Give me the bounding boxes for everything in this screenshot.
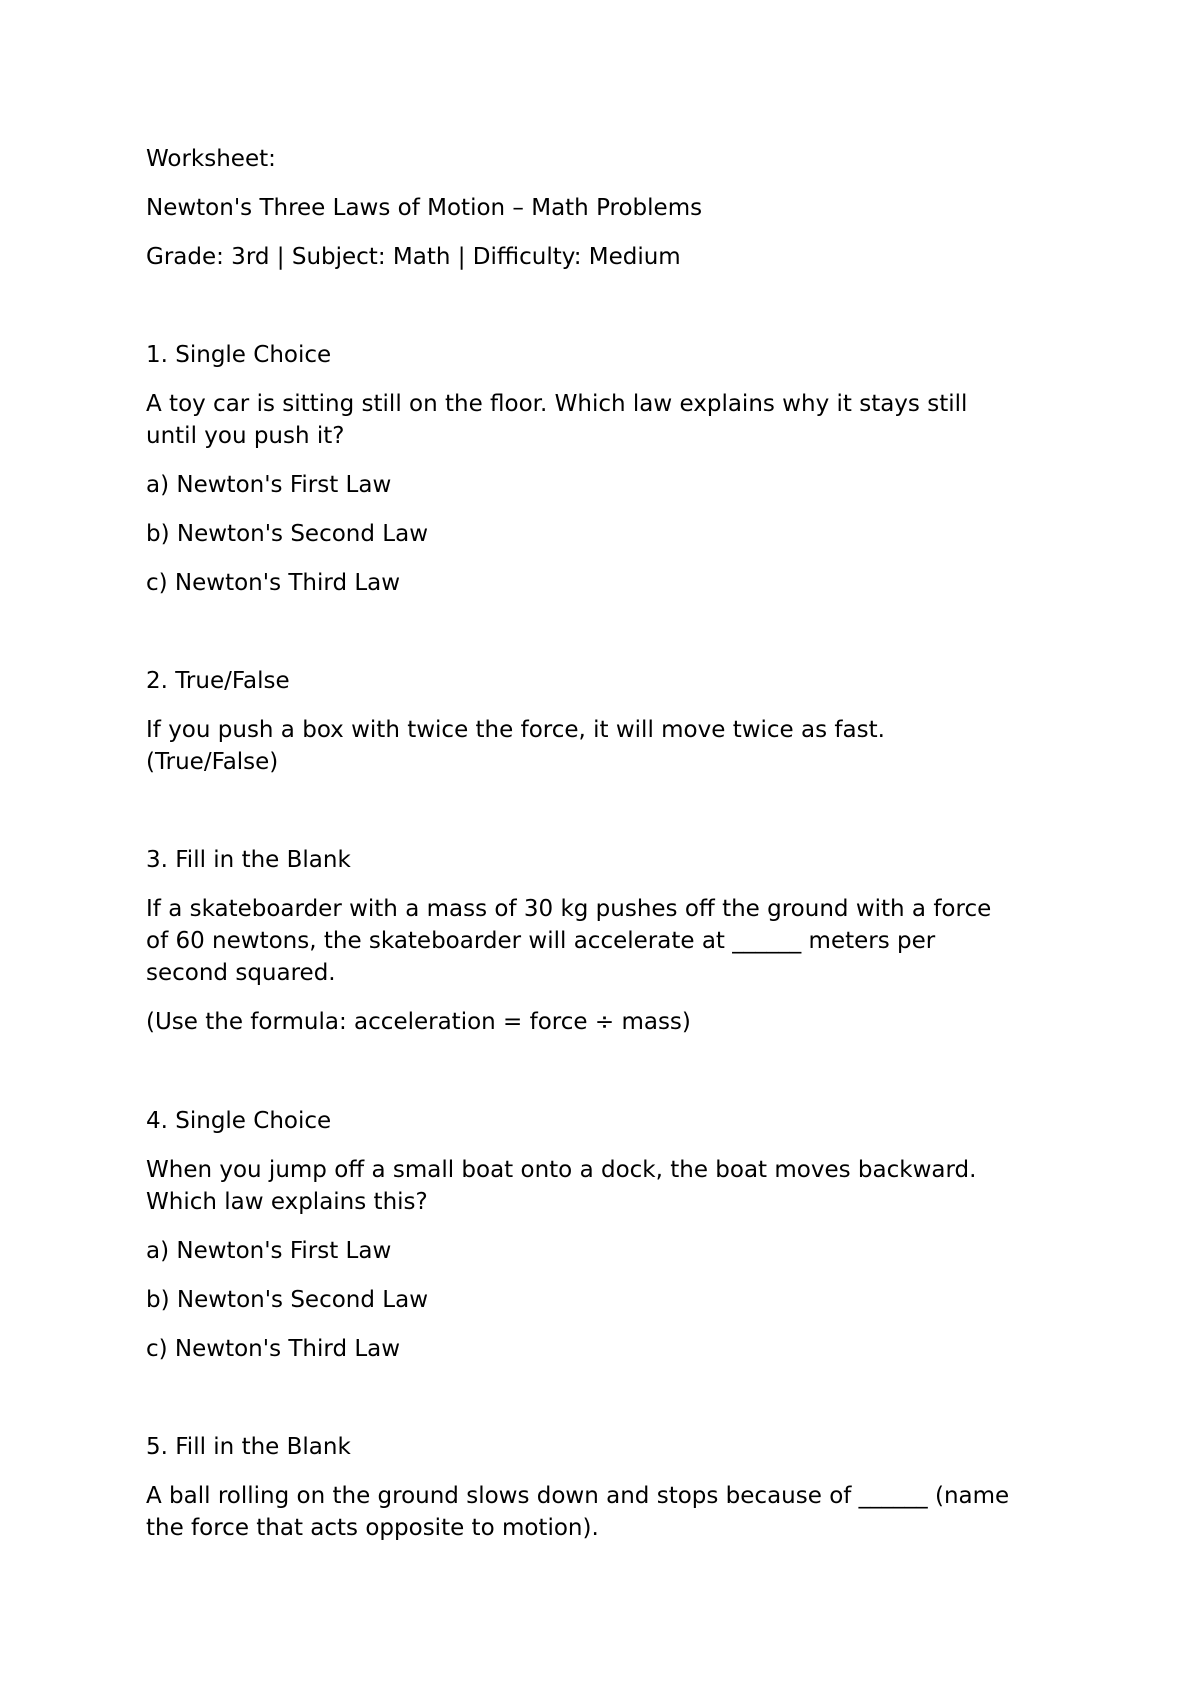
- question-4-option-a: a) Newton's First Law: [146, 1238, 392, 1264]
- question-1-option-b: b) Newton's Second Law: [146, 521, 429, 547]
- question-2-prompt-line-2: (True/False): [146, 749, 279, 775]
- question-1-prompt-line-1: A toy car is sitting still on the floor. Which law explains why it stays still: [146, 391, 968, 417]
- worksheet-title: Newton's Three Laws of Motion – Math Problems: [146, 195, 703, 221]
- worksheet-label: Worksheet:: [146, 146, 276, 172]
- question-3-note: (Use the formula: acceleration = force ÷ mass): [146, 1009, 691, 1035]
- question-2-heading: 2. True/False: [146, 668, 290, 694]
- worksheet-meta: Grade: 3rd | Subject: Math | Difficulty: Medium: [146, 244, 681, 270]
- question-3-prompt-line-3: second squared.: [146, 960, 336, 986]
- question-4-prompt-line-2: Which law explains this?: [146, 1189, 428, 1215]
- question-1-option-c: c) Newton's Third Law: [146, 570, 401, 596]
- question-2-prompt-line-1: If you push a box with twice the force, it will move twice as fast.: [146, 717, 885, 743]
- question-5-prompt-line-2: the force that acts opposite to motion).: [146, 1515, 599, 1541]
- question-4-option-c: c) Newton's Third Law: [146, 1336, 401, 1362]
- question-3-heading: 3. Fill in the Blank: [146, 847, 351, 873]
- question-4-prompt-line-1: When you jump off a small boat onto a dock, the boat moves backward.: [146, 1157, 977, 1183]
- question-5-prompt-line-1: A ball rolling on the ground slows down and stops because of ______ (name: [146, 1483, 1010, 1509]
- question-3-prompt-line-2: of 60 newtons, the skateboarder will accelerate at ______ meters per: [146, 928, 936, 954]
- question-4-option-b: b) Newton's Second Law: [146, 1287, 429, 1313]
- question-5-heading: 5. Fill in the Blank: [146, 1434, 351, 1460]
- question-1-heading: 1. Single Choice: [146, 342, 332, 368]
- question-4-heading: 4. Single Choice: [146, 1108, 332, 1134]
- question-3-prompt-line-1: If a skateboarder with a mass of 30 kg pushes off the ground with a force: [146, 896, 992, 922]
- question-1-option-a: a) Newton's First Law: [146, 472, 392, 498]
- question-1-prompt-line-2: until you push it?: [146, 423, 345, 449]
